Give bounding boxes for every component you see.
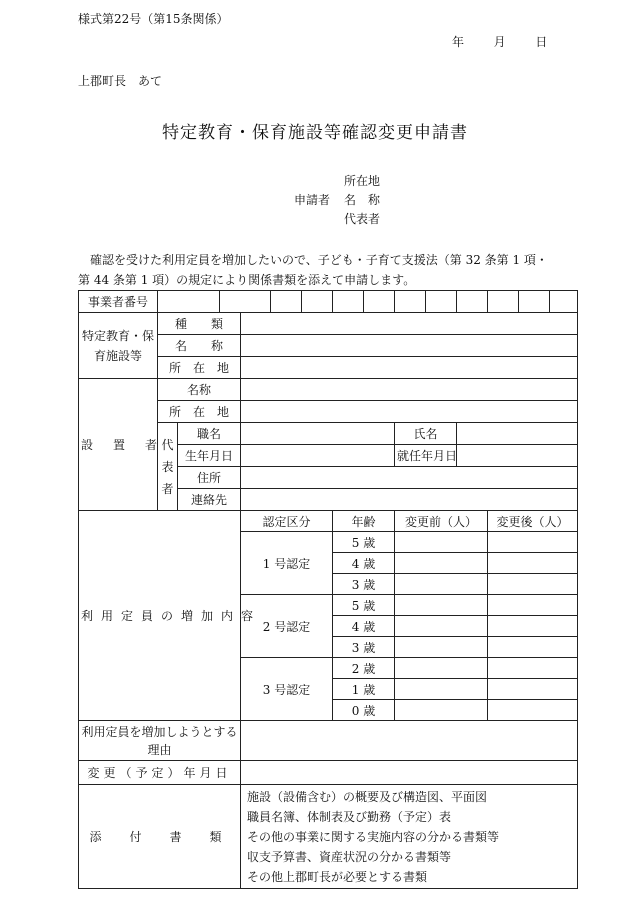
before-count-field[interactable] bbox=[395, 553, 488, 574]
addressee: 上郡町長 あて bbox=[78, 74, 163, 88]
founder-label: 設 置 者 bbox=[79, 379, 158, 511]
before-count-field[interactable] bbox=[395, 532, 488, 553]
form-number: 様式第22号（第15条関係） bbox=[78, 12, 229, 26]
age-cell: 5 歳 bbox=[333, 595, 395, 616]
age-cell: 5 歳 bbox=[333, 532, 395, 553]
rep-birth-label: 生年月日 bbox=[178, 445, 241, 467]
age-cell: 4 歳 bbox=[333, 553, 395, 574]
application-statement bbox=[78, 250, 558, 290]
facility-label: 特定教育・保育施設等 bbox=[79, 313, 158, 379]
attachments-list bbox=[241, 785, 578, 889]
after-count-field[interactable] bbox=[488, 532, 578, 553]
attachment-item: 職員名簿、体制表及び勤務（予定）表 bbox=[247, 809, 452, 824]
increase-content-label: 利用定員の増加内容 bbox=[79, 511, 241, 721]
business-number-digit[interactable] bbox=[302, 291, 333, 313]
application-form-table bbox=[78, 290, 578, 889]
business-number-digit[interactable] bbox=[158, 291, 220, 313]
business-number-digit[interactable] bbox=[271, 291, 302, 313]
cert2-label: 2 号認定 bbox=[241, 595, 333, 658]
date-month: 月 bbox=[493, 35, 506, 49]
before-count-field[interactable] bbox=[395, 616, 488, 637]
age-cell: 1 歳 bbox=[333, 679, 395, 700]
attachment-item: 収支予算書、資産状況の分かる書類等 bbox=[247, 849, 452, 864]
change-date-label: 変更（予定）年月日 bbox=[79, 761, 241, 785]
date-day: 日 bbox=[535, 35, 548, 49]
attachment-item: 施設（設備含む）の概要及び構造図、平面図 bbox=[247, 789, 488, 804]
rep-address-label: 住所 bbox=[178, 467, 241, 489]
applicant-block bbox=[294, 172, 380, 229]
business-number-digit[interactable] bbox=[395, 291, 426, 313]
reason-field[interactable] bbox=[241, 721, 578, 761]
document-title: 特定教育・保育施設等確認変更申請書 bbox=[162, 123, 468, 143]
business-number-digit[interactable] bbox=[426, 291, 457, 313]
business-number-digit[interactable] bbox=[364, 291, 395, 313]
facility-type-field[interactable] bbox=[241, 313, 578, 335]
applicant-role-label: 申請者 bbox=[294, 193, 331, 207]
before-count-field[interactable] bbox=[395, 679, 488, 700]
age-cell: 0 歳 bbox=[333, 700, 395, 721]
after-count-field[interactable] bbox=[488, 658, 578, 679]
date-year: 年 bbox=[452, 35, 465, 49]
before-count-field[interactable] bbox=[395, 658, 488, 679]
business-number-digit[interactable] bbox=[488, 291, 519, 313]
after-count-field[interactable] bbox=[488, 679, 578, 700]
facility-name-label: 名 称 bbox=[158, 335, 241, 357]
rep-title-label: 職名 bbox=[178, 423, 241, 445]
facility-address-field[interactable] bbox=[241, 357, 578, 379]
rep-birth-field[interactable] bbox=[241, 445, 395, 467]
change-date-field[interactable] bbox=[241, 761, 578, 785]
rep-address-field[interactable] bbox=[241, 467, 578, 489]
applicant-rep-label: 代表者 bbox=[344, 212, 381, 226]
before-count-field[interactable] bbox=[395, 595, 488, 616]
cert1-label: 1 号認定 bbox=[241, 532, 333, 595]
business-number-label: 事業者番号 bbox=[79, 291, 158, 313]
col-age-header: 年齢 bbox=[333, 511, 395, 532]
founder-address-label: 所 在 地 bbox=[158, 401, 241, 423]
rep-contact-field[interactable] bbox=[241, 489, 578, 511]
rep-start-label: 就任年月日 bbox=[395, 445, 457, 467]
representative-label: 代表者 bbox=[158, 423, 178, 511]
attachment-item: その他の事業に関する実施内容の分かる書類等 bbox=[247, 829, 500, 844]
founder-name-label: 名称 bbox=[158, 379, 241, 401]
facility-type-label: 種 類 bbox=[158, 313, 241, 335]
rep-title-field[interactable] bbox=[241, 423, 395, 445]
after-count-field[interactable] bbox=[488, 574, 578, 595]
col-cert-header: 認定区分 bbox=[241, 511, 333, 532]
before-count-field[interactable] bbox=[395, 574, 488, 595]
reason-label: 利用定員を増加しようとする理由 bbox=[79, 721, 241, 761]
business-number-digit[interactable] bbox=[457, 291, 488, 313]
age-cell: 3 歳 bbox=[333, 574, 395, 595]
rep-contact-label: 連絡先 bbox=[178, 489, 241, 511]
founder-name-field[interactable] bbox=[241, 379, 578, 401]
business-number-digit[interactable] bbox=[550, 291, 578, 313]
business-number-digit[interactable] bbox=[519, 291, 550, 313]
age-cell: 3 歳 bbox=[333, 637, 395, 658]
after-count-field[interactable] bbox=[488, 700, 578, 721]
age-cell: 4 歳 bbox=[333, 616, 395, 637]
attachment-item: その他上郡町長が必要とする書類 bbox=[247, 869, 428, 884]
after-count-field[interactable] bbox=[488, 595, 578, 616]
col-after-header: 変更後（人） bbox=[488, 511, 578, 532]
founder-address-field[interactable] bbox=[241, 401, 578, 423]
before-count-field[interactable] bbox=[395, 700, 488, 721]
after-count-field[interactable] bbox=[488, 637, 578, 658]
rep-start-field[interactable] bbox=[457, 445, 578, 467]
business-number-digit[interactable] bbox=[220, 291, 271, 313]
business-number-digit[interactable] bbox=[333, 291, 364, 313]
facility-name-field[interactable] bbox=[241, 335, 578, 357]
business-number-row bbox=[79, 291, 578, 313]
before-count-field[interactable] bbox=[395, 637, 488, 658]
age-cell: 2 歳 bbox=[333, 658, 395, 679]
applicant-address-label: 所在地 bbox=[344, 174, 381, 188]
rep-person-label: 氏名 bbox=[395, 423, 457, 445]
applicant-name-label: 名 称 bbox=[344, 193, 381, 207]
after-count-field[interactable] bbox=[488, 553, 578, 574]
date-line bbox=[452, 33, 547, 50]
after-count-field[interactable] bbox=[488, 616, 578, 637]
cert3-label: 3 号認定 bbox=[241, 658, 333, 721]
attachments-label: 添 付 書 類 bbox=[79, 785, 241, 889]
col-before-header: 変更前（人） bbox=[395, 511, 488, 532]
statement-text: 確認を受けた利用定員を増加したいので、子ども・子育て支援法（第 32 条第 1 項・第 44 条第 1 項）の規定により関係書類を添えて申請します。 bbox=[78, 253, 548, 287]
rep-person-field[interactable] bbox=[457, 423, 578, 445]
facility-address-label: 所 在 地 bbox=[158, 357, 241, 379]
